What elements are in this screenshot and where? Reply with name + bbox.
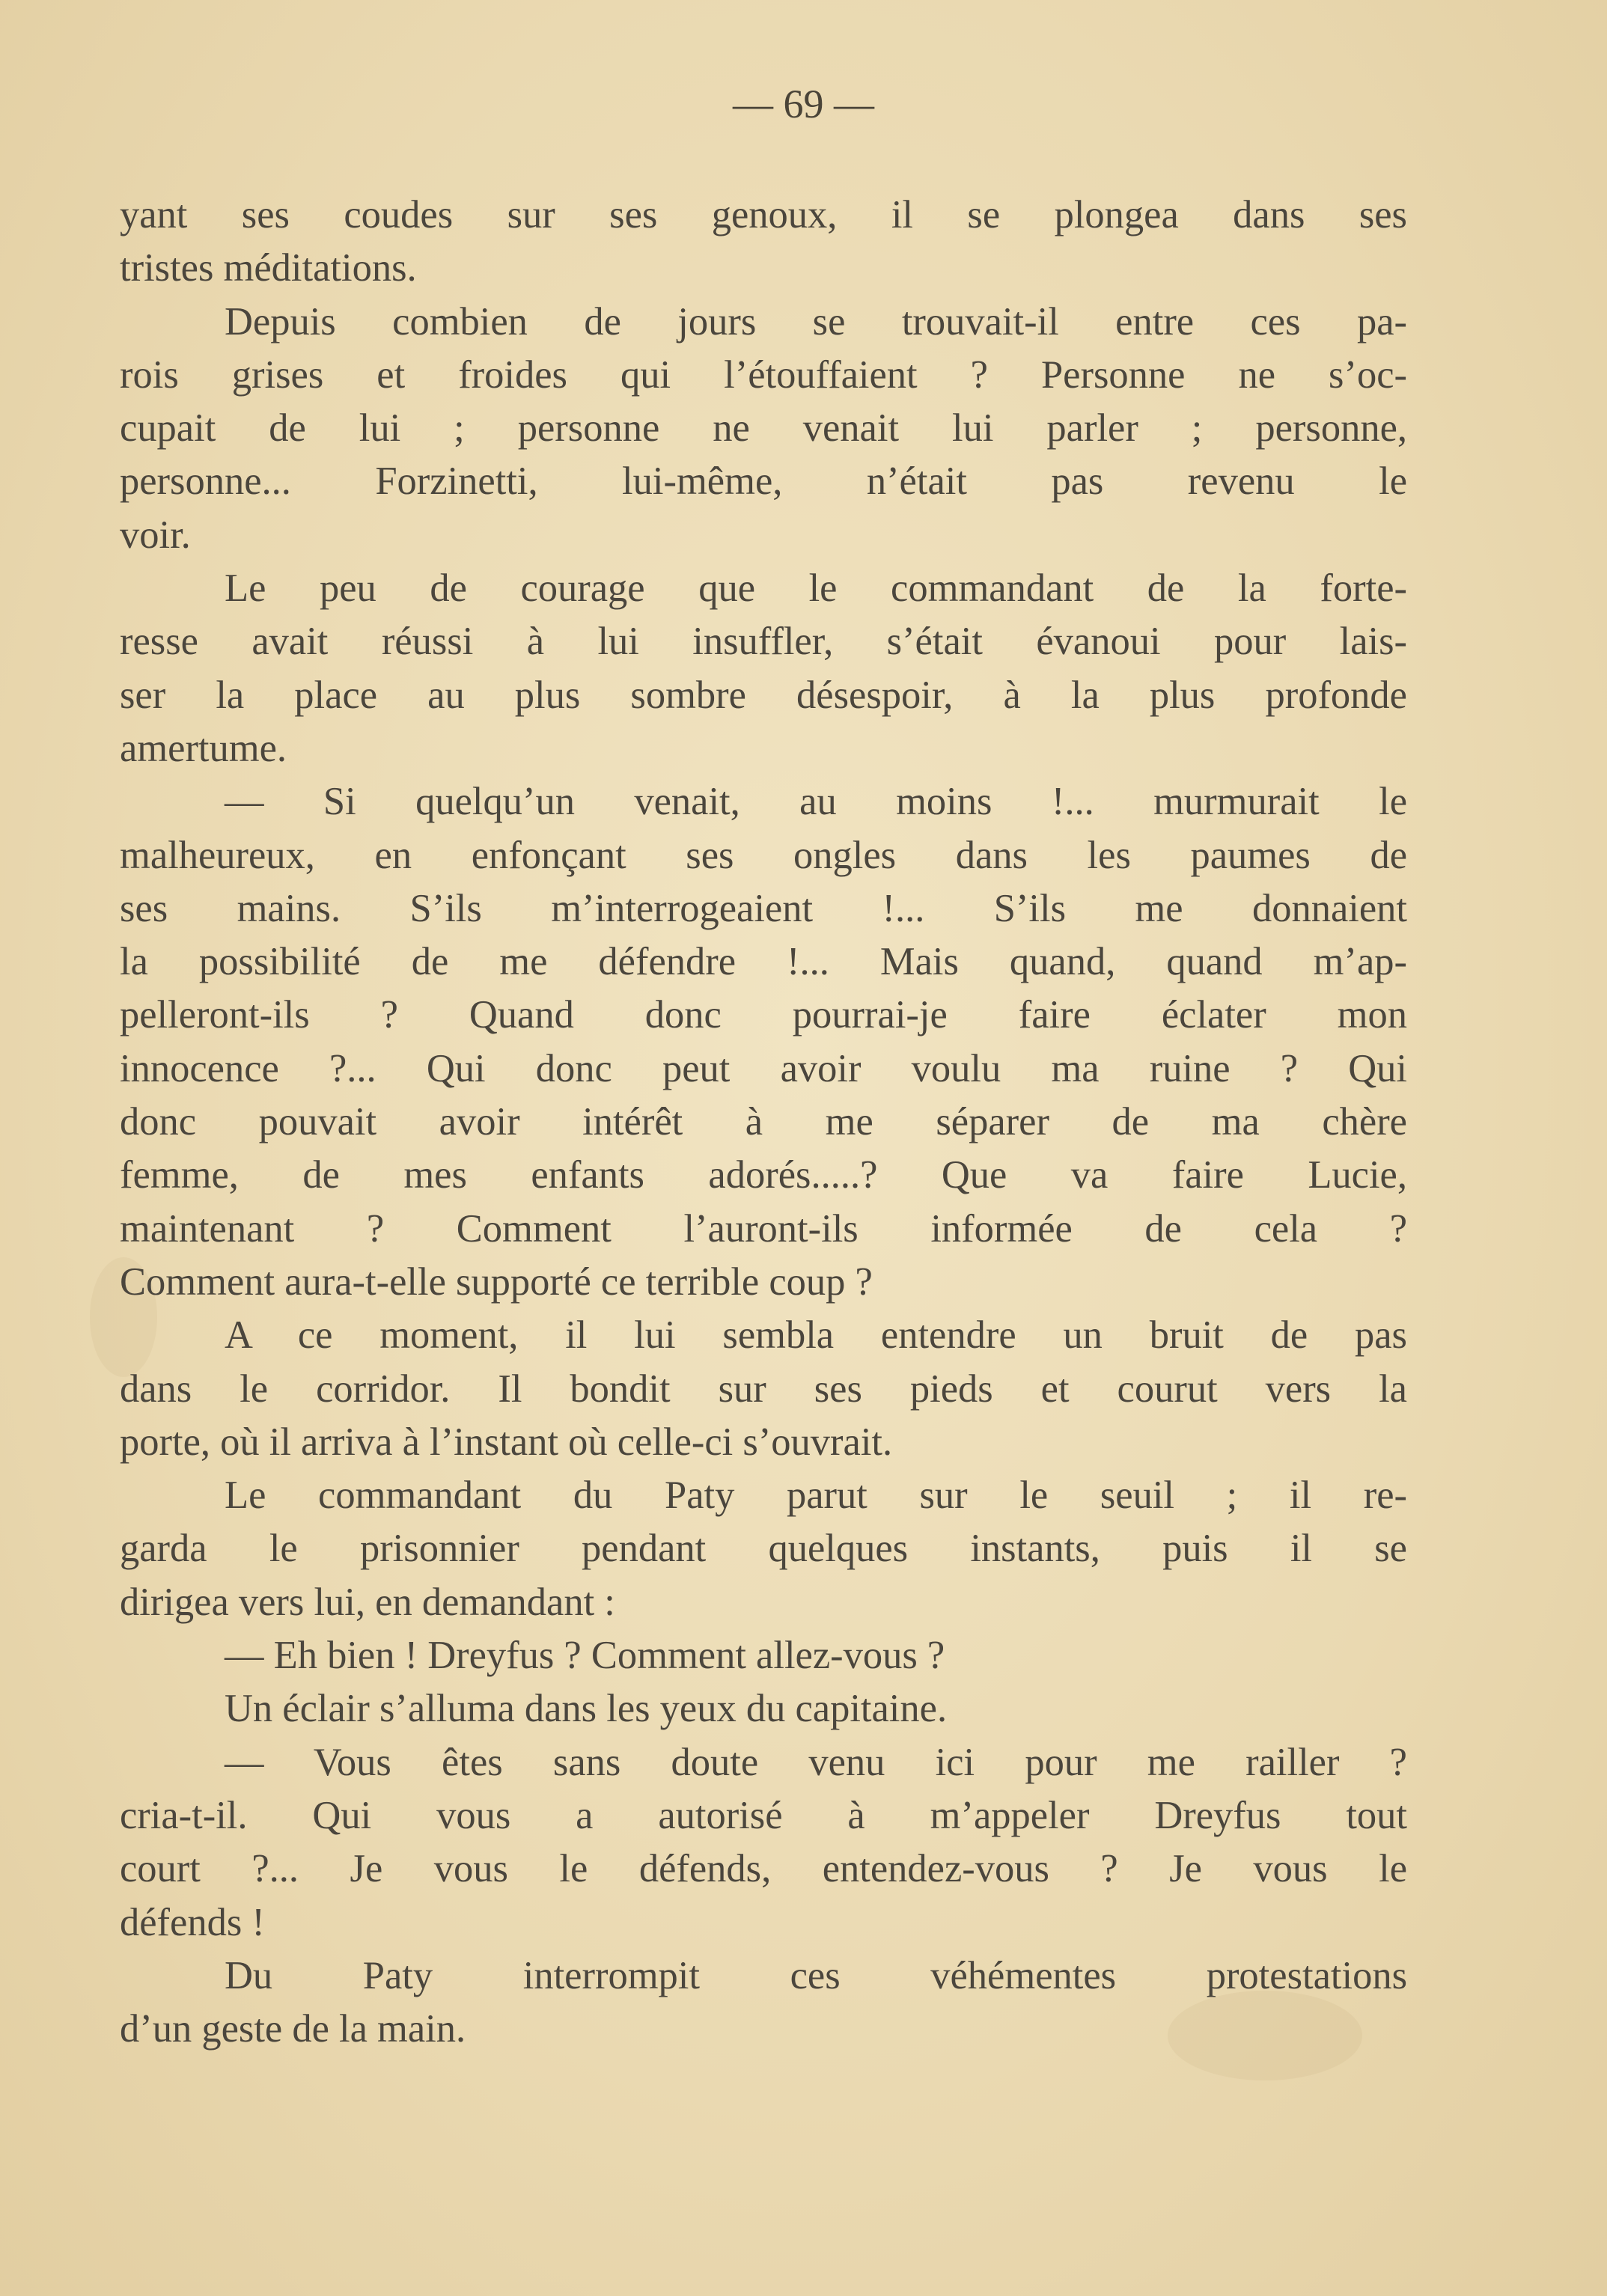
text-line: ses mains. S’ils m’interrogeaient !... S’ils me donnaient	[120, 886, 1407, 930]
text-line: resse avait réussi à lui insuffler, s’était évanoui pour lais-	[120, 620, 1407, 664]
text-line: voir.	[120, 513, 191, 557]
text-line: rois grises et froides qui l’étouffaient ? Personne ne s’oc-	[120, 352, 1407, 397]
text-line: innocence ?... Qui donc peut avoir voulu ma ruine ? Qui	[120, 1046, 1407, 1090]
text-line: personne... Forzinetti, lui-même, n’était pas revenu le	[120, 459, 1407, 504]
text-line: Le peu de courage que le commandant de la forte-	[225, 567, 1407, 611]
text-line: Le commandant du Paty parut sur le seuil ; il re-	[225, 1474, 1407, 1518]
text-line: malheureux, en enfonçant ses ongles dans les paumes de	[120, 833, 1407, 877]
text-line: tristes méditations.	[120, 246, 417, 290]
text-line: porte, où il arriva à l’instant où celle-ci s’ouvrait.	[120, 1420, 893, 1464]
text-line: Comment aura-t-elle supporté ce terrible coup ?	[120, 1260, 873, 1304]
text-line: — Vous êtes sans doute venu ici pour me railler ?	[225, 1740, 1407, 1784]
text-line: défends !	[120, 1900, 265, 1944]
text-line: pelleront-ils ? Quand donc pourrai-je faire éclater mon	[120, 993, 1407, 1037]
text-line: d’un geste de la main.	[120, 2007, 466, 2051]
text-line: A ce moment, il lui sembla entendre un bruit de pas	[225, 1313, 1407, 1358]
text-line: femme, de mes enfants adorés.....? Que va faire Lucie,	[120, 1153, 1407, 1197]
text-line: yant ses coudes sur ses genoux, il se plongea dans ses	[120, 193, 1407, 236]
text-line: Un éclair s’alluma dans les yeux du capitaine.	[225, 1687, 948, 1731]
text-line: court ?... Je vous le défends, entendez-vous ? Je vous le	[120, 1847, 1407, 1891]
text-line: dans le corridor. Il bondit sur ses pieds et courut vers la	[120, 1367, 1407, 1411]
text-line: cria-t-il. Qui vous a autorisé à m’appeler Dreyfus tout	[120, 1793, 1407, 1837]
text-line: Du Paty interrompit ces véhémentes protestations	[225, 1953, 1407, 1997]
text-line: maintenant ? Comment l’auront-ils informée de cela ?	[120, 1206, 1407, 1251]
text-line: la possibilité de me défendre !... Mais quand, quand m’ap-	[120, 940, 1407, 984]
text-line: cupait de lui ; personne ne venait lui parler ; personne,	[120, 406, 1407, 451]
text-line: ser la place au plus sombre désespoir, à la plus profonde	[120, 673, 1407, 717]
text-line: dirigea vers lui, en demandant :	[120, 1580, 615, 1624]
text-line: amertume.	[120, 726, 287, 770]
text-line: Depuis combien de jours se trouvait-il entre ces pa-	[225, 299, 1407, 344]
body-text	[120, 189, 1407, 2056]
text-line: garda le prisonnier pendant quelques instants, puis il se	[120, 1527, 1407, 1571]
page-number: — 69 —	[733, 82, 874, 126]
text-line: — Si quelqu’un venait, au moins !... murmurait le	[225, 780, 1407, 824]
text-line: — Eh bien ! Dreyfus ? Comment allez-vous ?	[225, 1634, 945, 1678]
text-line: donc pouvait avoir intérêt à me séparer de ma chère	[120, 1100, 1407, 1144]
